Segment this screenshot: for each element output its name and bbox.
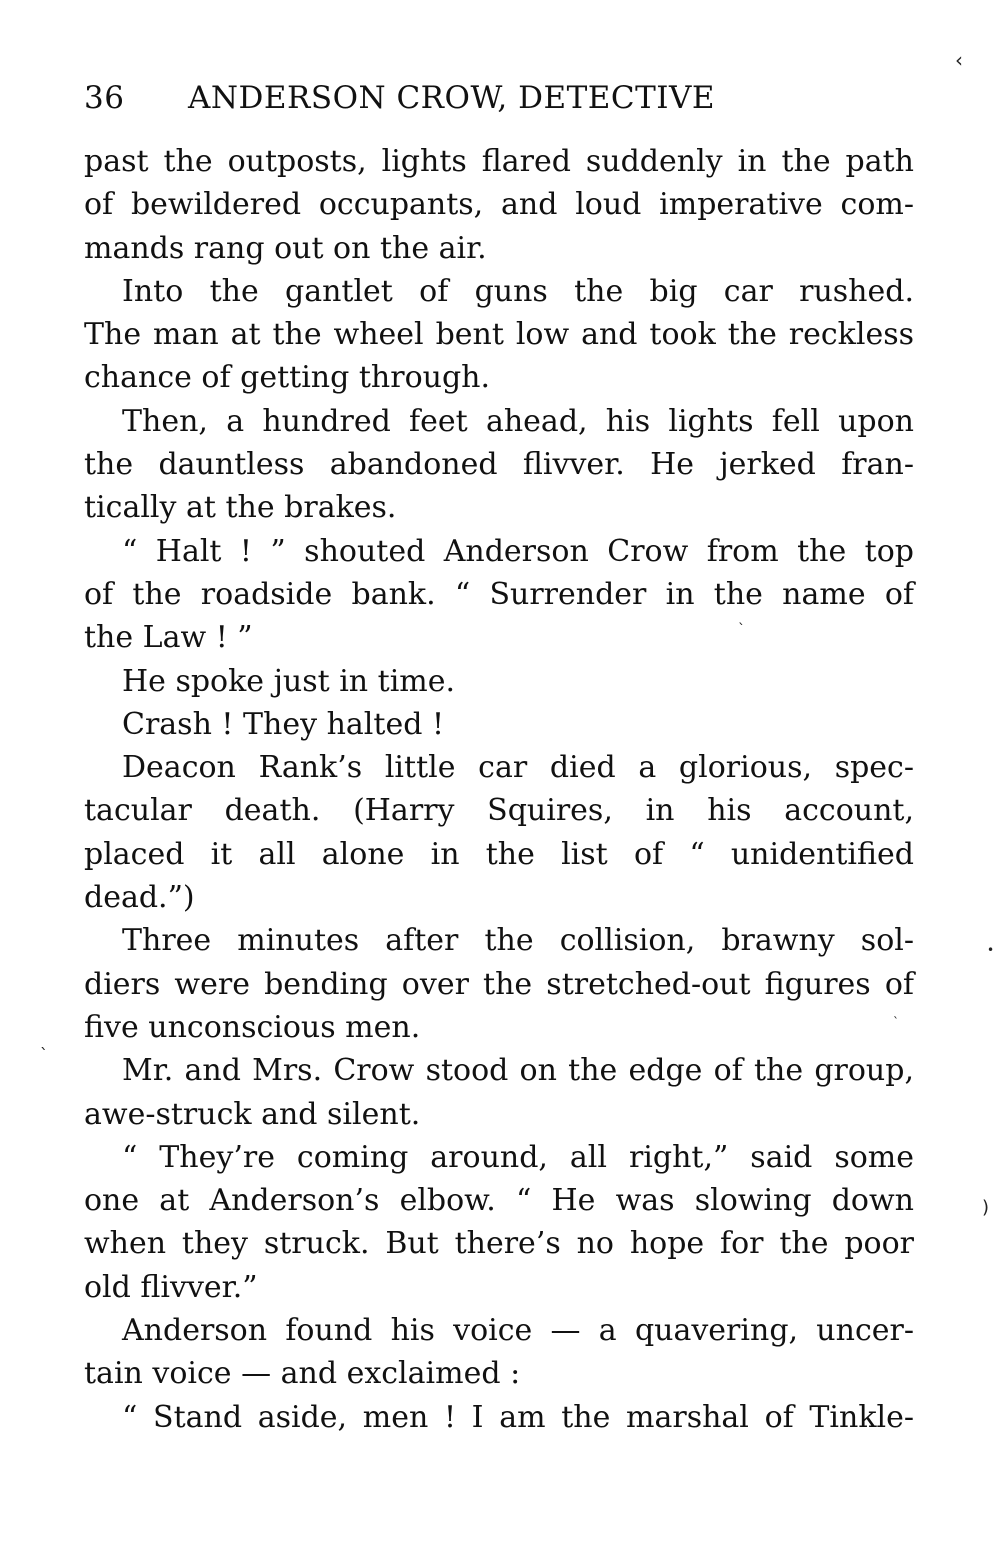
text-line: The man at the wheel bent low and took the reckless xyxy=(84,317,914,353)
text-line: the dauntless abandoned flivver. He jerked fran- xyxy=(84,447,914,483)
text-line: chance of getting through. xyxy=(84,360,491,396)
scan-speck-mark: ˋ xyxy=(893,1015,899,1029)
body-text xyxy=(84,140,914,1439)
paragraph-11 xyxy=(84,1309,914,1396)
scan-speck-mark: ˋ xyxy=(738,622,745,638)
text-line: Deacon Rank’s little car died a glorious, spec- xyxy=(122,750,914,786)
scan-speck-mark: ) xyxy=(982,1197,990,1218)
text-line: five unconscious men. xyxy=(84,1009,421,1045)
text-line: of the roadside bank. “ Surrender in the name of xyxy=(84,576,914,612)
text-line: “ Stand aside, men ! I am the marshal of Tinkle- xyxy=(122,1399,914,1435)
text-line: when they struck. But there’s no hope for the poor xyxy=(84,1226,914,1262)
page-header xyxy=(84,76,914,120)
text-line: tain voice — and exclaimed : xyxy=(84,1356,521,1392)
text-line: Crash ! They halted ! xyxy=(122,706,445,742)
running-title: ANDERSON CROW, DETECTIVE xyxy=(188,80,716,116)
text-line: dead.”) xyxy=(84,880,195,916)
text-line: Three minutes after the collision, brawny sol- xyxy=(122,923,914,959)
text-line: tacular death. (Harry Squires, in his account, xyxy=(84,793,914,829)
scan-speck-mark: ‹ xyxy=(955,48,963,72)
paragraph-8 xyxy=(84,919,914,1049)
text-line: one at Anderson’s elbow. “ He was slowing down xyxy=(84,1183,914,1219)
paragraph-5 xyxy=(84,660,914,703)
text-line: “ Halt ! ” shouted Anderson Crow from the top xyxy=(122,533,914,569)
paragraph-6 xyxy=(84,703,914,746)
scan-speck-mark: ˋ xyxy=(40,1045,48,1064)
text-line: Then, a hundred feet ahead, his lights fell upon xyxy=(122,403,914,439)
scan-speck-mark: • xyxy=(987,943,995,957)
paragraph-2 xyxy=(84,270,914,400)
paragraph-7 xyxy=(84,746,914,919)
text-line: placed it all alone in the list of “ unidentified xyxy=(84,836,914,872)
text-line: Anderson found his voice — a quavering, uncer- xyxy=(122,1313,914,1349)
text-line: mands rang out on the air. xyxy=(84,230,487,266)
text-line: Into the gantlet of guns the big car rushed. xyxy=(122,273,914,309)
text-line: He spoke just in time. xyxy=(122,663,456,699)
page-number: 36 xyxy=(84,80,125,116)
paragraph-12 xyxy=(84,1396,914,1439)
paragraph-10 xyxy=(84,1136,914,1309)
paragraph-9 xyxy=(84,1049,914,1136)
text-line: tically at the brakes. xyxy=(84,490,397,526)
paragraph-1 xyxy=(84,140,914,270)
text-line: Mr. and Mrs. Crow stood on the edge of the group, xyxy=(122,1053,914,1089)
text-line: old flivver.” xyxy=(84,1269,258,1305)
text-line: “ They’re coming around, all right,” said some xyxy=(122,1139,914,1175)
text-line: the Law ! ” xyxy=(84,620,253,656)
paragraph-3 xyxy=(84,400,914,530)
text-line: of bewildered occupants, and loud imperative com- xyxy=(84,187,914,223)
text-line: diers were bending over the stretched-out figures of xyxy=(84,966,914,1002)
text-line: awe-struck and silent. xyxy=(84,1096,421,1132)
paragraph-4 xyxy=(84,530,914,660)
text-line: past the outposts, lights flared suddenly in the path xyxy=(84,144,914,179)
